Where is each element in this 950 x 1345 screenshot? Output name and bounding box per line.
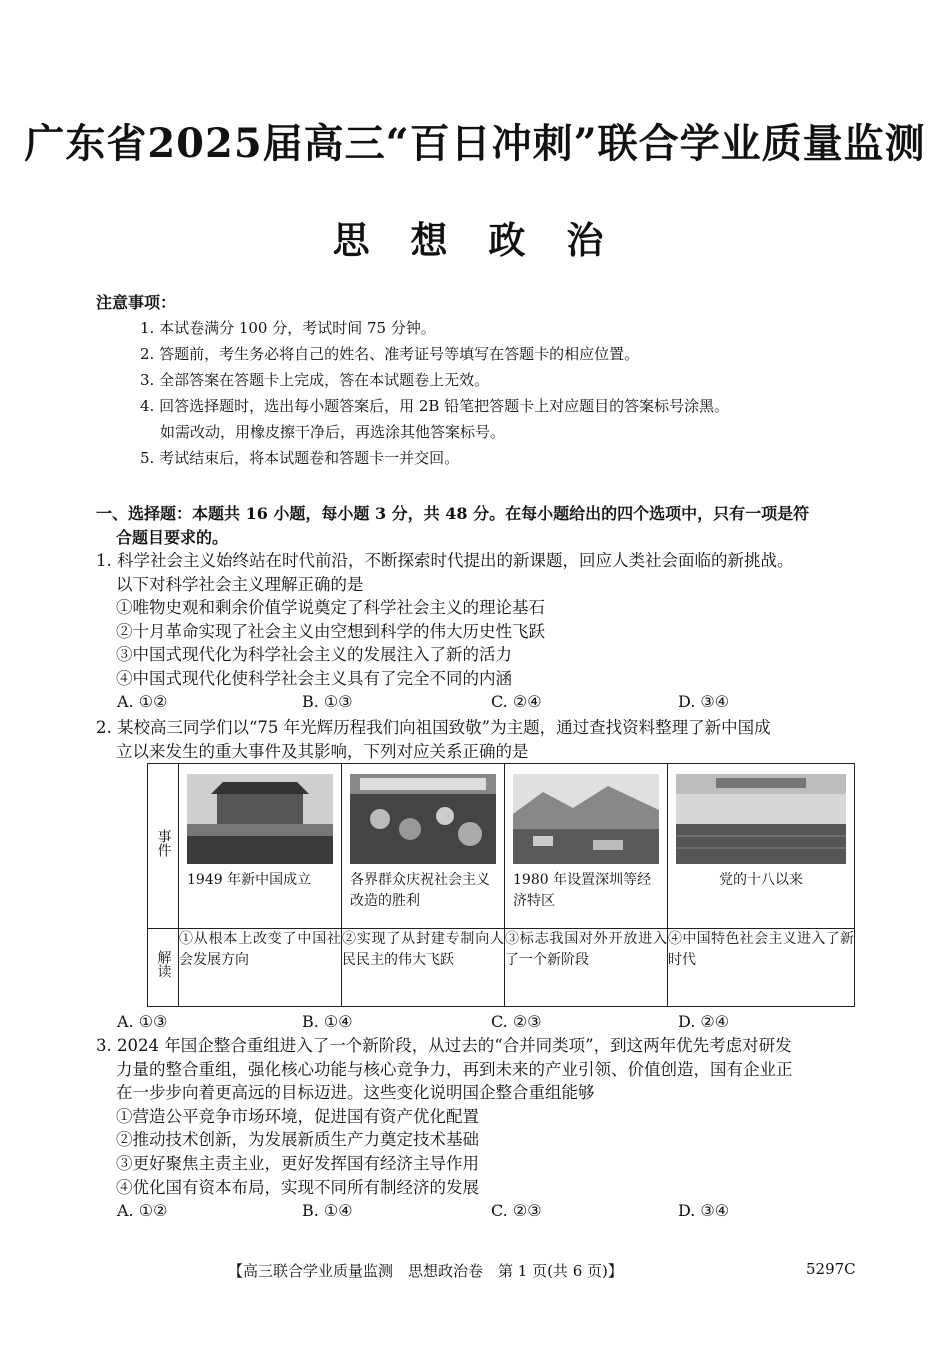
row-label-event: 事件 <box>148 764 179 929</box>
statement: ①唯物史观和剩余价值学说奠定了科学社会主义的理论基石 <box>116 598 545 618</box>
notice-item: 如需改动，用橡皮擦干净后，再选涂其他答案标号。 <box>160 423 506 441</box>
option-d[interactable]: D. ③④ <box>678 692 730 711</box>
question-text: 以下对科学社会主义理解正确的是 <box>116 574 364 594</box>
option-d[interactable]: D. ③④ <box>678 1201 730 1220</box>
events-table <box>147 763 855 1007</box>
q1-options <box>117 692 837 714</box>
event-cell <box>505 764 668 929</box>
notice-item: 3. 全部答案在答题卡上完成，答在本试题卷上无效。 <box>140 371 490 389</box>
option-c[interactable]: C. ②③ <box>491 1201 542 1220</box>
section-line: 合题目要求的。 <box>116 527 229 547</box>
option-a[interactable]: A. ①② <box>117 1201 168 1220</box>
option-a[interactable]: A. ①② <box>117 692 168 711</box>
paper-code: 5297C <box>806 1260 856 1278</box>
option-c[interactable]: C. ②④ <box>491 692 542 711</box>
option-d[interactable]: D. ②④ <box>678 1012 730 1031</box>
question-text: 2. 某校高三同学们以“75 年光辉历程我们向祖国致敬”为主题，通过查找资料整理了新中国成 <box>96 718 771 737</box>
question-1 <box>96 549 794 691</box>
section-line: 一、选择题：本题共 16 小题，每小题 3 分，共 48 分。在每小题给出的四个选项中，只有一项是符 <box>96 504 810 523</box>
q2-options <box>117 1012 837 1034</box>
statement: ③中国式现代化为科学社会主义的发展注入了新的活力 <box>116 645 512 665</box>
question-text: 在一步步向着更高远的目标迈进。这些变化说明国企整合重组能够 <box>116 1083 595 1103</box>
event-caption: 各界群众庆祝社会主义改造的胜利 <box>350 872 490 909</box>
section-heading <box>96 502 809 549</box>
statement: ④优化国有资本布局，实现不同所有制经济的发展 <box>116 1177 479 1197</box>
event-caption: 1980 年设置深圳等经济特区 <box>513 872 652 909</box>
shenzhen-photo <box>513 774 659 864</box>
notice-heading: 注意事项： <box>96 293 177 312</box>
q3-options <box>117 1201 837 1223</box>
option-b[interactable]: B. ①③ <box>302 692 353 711</box>
option-b[interactable]: B. ①④ <box>302 1012 353 1031</box>
notice-item: 4. 回答选择题时，选出每小题答案后，用 2B 铅笔把答题卡上对应题目的答案标号涂黑。 <box>140 397 730 415</box>
event-cell <box>342 764 505 929</box>
page-footer: 【高三联合学业质量监测 思想政治卷 第 1 页(共 6 页)】 <box>228 1262 623 1280</box>
statement: ②推动技术创新，为发展新质生产力奠定技术基础 <box>116 1130 479 1150</box>
statement: ①营造公平竞争市场环境，促进国有资产优化配置 <box>116 1106 479 1126</box>
event-caption: 党的十八以来 <box>719 872 803 888</box>
interpretation-cell: ④中国特色社会主义进入了新时代 <box>668 929 855 1007</box>
interpretation-cell: ③标志我国对外开放进入了一个新阶段 <box>505 929 668 1007</box>
row-label-interpretation: 解读 <box>148 929 179 1007</box>
notice-item: 1. 本试卷满分 100 分，考试时间 75 分钟。 <box>140 319 436 337</box>
option-c[interactable]: C. ②③ <box>491 1012 542 1031</box>
statement: ④中国式现代化使科学社会主义具有了完全不同的内涵 <box>116 668 512 688</box>
question-text: 立以来发生的重大事件及其影响，下列对应关系正确的是 <box>116 741 529 761</box>
notice-list <box>140 315 729 471</box>
interpretation-cell: ①从根本上改变了中国社会发展方向 <box>179 929 342 1007</box>
tiananmen-photo <box>187 774 333 864</box>
option-b[interactable]: B. ①④ <box>302 1201 353 1220</box>
question-text: 1. 科学社会主义始终站在时代前沿，不断探索时代提出的新课题，回应人类社会面临的新挑战。 <box>96 551 794 570</box>
statement: ②十月革命实现了社会主义由空想到科学的伟大历史性飞跃 <box>116 621 545 641</box>
question-text: 3. 2024 年国企整合重组进入了一个新阶段，从过去的“合并同类项”，到这两年优先考虑对研发 <box>96 1036 792 1055</box>
event-caption: 1949 年新中国成立 <box>187 872 312 888</box>
event-cell <box>668 764 855 929</box>
subject-title: 思 想 政 治 <box>332 218 618 262</box>
interpretation-cell: ②实现了从封建专制向人民民主的伟大飞跃 <box>342 929 505 1007</box>
congress-hall-photo <box>676 774 846 864</box>
exam-title: 广东省2025届高三“百日冲刺”联合学业质量监测 <box>24 120 926 167</box>
crowd-celebration-photo <box>350 774 496 864</box>
question-3 <box>96 1034 793 1199</box>
notice-item: 2. 答题前，考生务必将自己的姓名、准考证号等填写在答题卡的相应位置。 <box>140 345 640 363</box>
notice-item: 5. 考试结束后，将本试题卷和答题卡一并交回。 <box>140 449 460 467</box>
question-2 <box>96 716 771 763</box>
question-text: 力量的整合重组，强化核心功能与核心竞争力，再到未来的产业引领、价值创造，国有企业正 <box>116 1059 793 1079</box>
option-a[interactable]: A. ①③ <box>117 1012 168 1031</box>
event-cell <box>179 764 342 929</box>
statement: ③更好聚焦主责主业，更好发挥国有经济主导作用 <box>116 1153 479 1173</box>
